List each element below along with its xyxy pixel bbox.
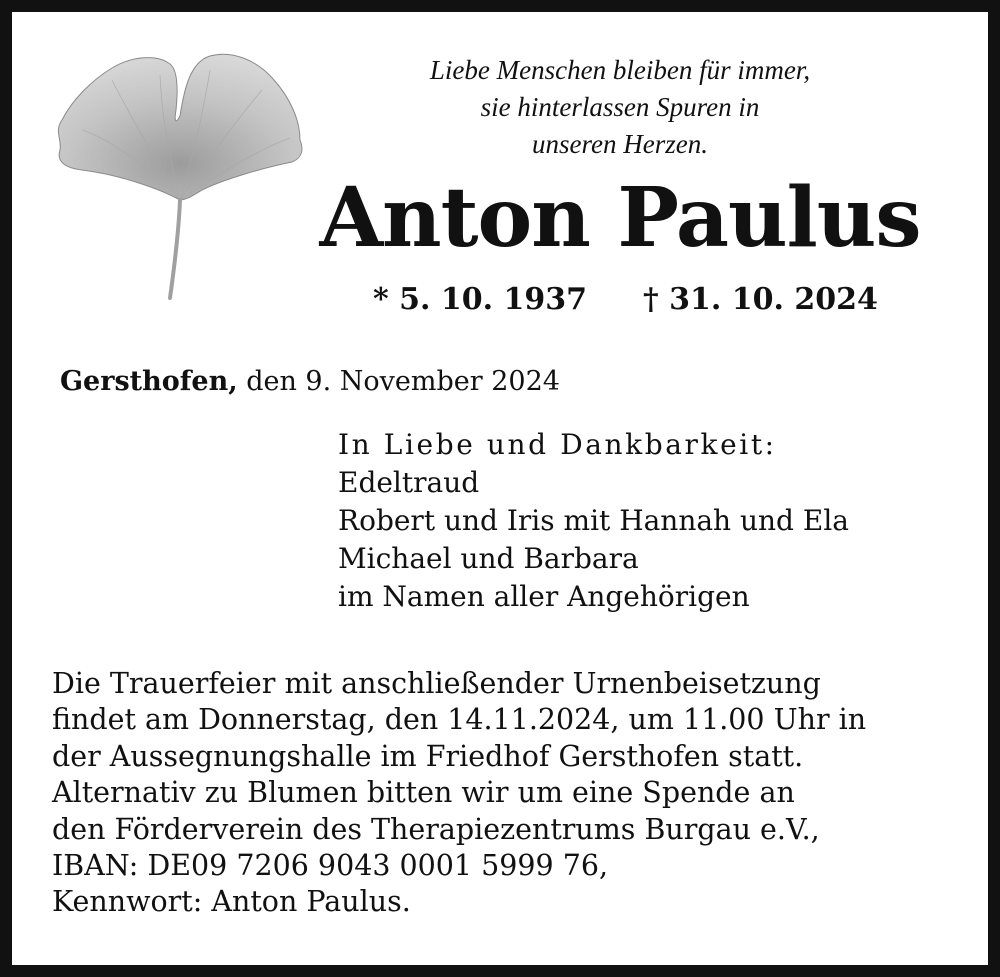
donation-line: den Förderverein des Therapiezentrums Burgau e.V., <box>52 812 820 846</box>
keyword-line: Kennwort: Anton Paulus. <box>52 885 411 919</box>
death-date: † 31. 10. 2024 <box>643 282 878 317</box>
verse-line-2: sie hinterlassen Spuren in <box>480 92 760 122</box>
verse-line-3: unseren Herzen. <box>532 129 708 159</box>
ginkgo-leaf-icon <box>52 50 310 305</box>
mourners-block <box>338 426 849 616</box>
mourner-line: Michael und Barbara <box>338 542 639 575</box>
place-name: Gersthofen, <box>60 366 238 397</box>
verse-line-1: Liebe Menschen bleiben für immer, <box>429 55 811 85</box>
service-line: Die Trauerfeier mit anschließender Urnenbeisetzung <box>52 667 821 700</box>
service-line: findet am Donnerstag, den 14.11.2024, um 11.00 Uhr in <box>52 703 867 737</box>
iban-line: IBAN: DE09 7206 9043 0001 5999 76, <box>52 849 609 883</box>
place-and-date <box>60 362 560 402</box>
mourners-intro: In Liebe und Dankbarkeit: <box>338 428 777 461</box>
mourner-line: Robert und Iris mit Hannah und Ela <box>338 504 849 537</box>
donation-line: Alternativ zu Blumen bitten wir um eine Spende an <box>52 776 795 810</box>
birth-date: * 5. 10. 1937 <box>373 282 588 317</box>
service-line: der Aussegnungshalle im Friedhof Gersthofen statt. <box>52 739 804 773</box>
mourner-line: im Namen aller Angehörigen <box>338 580 750 613</box>
announcement-date: den 9. November 2024 <box>237 366 560 397</box>
mourner-line: Edeltraud <box>338 466 480 499</box>
service-information <box>52 666 866 921</box>
deceased-name: Anton Paulus <box>319 170 921 266</box>
memorial-verse <box>360 52 880 163</box>
